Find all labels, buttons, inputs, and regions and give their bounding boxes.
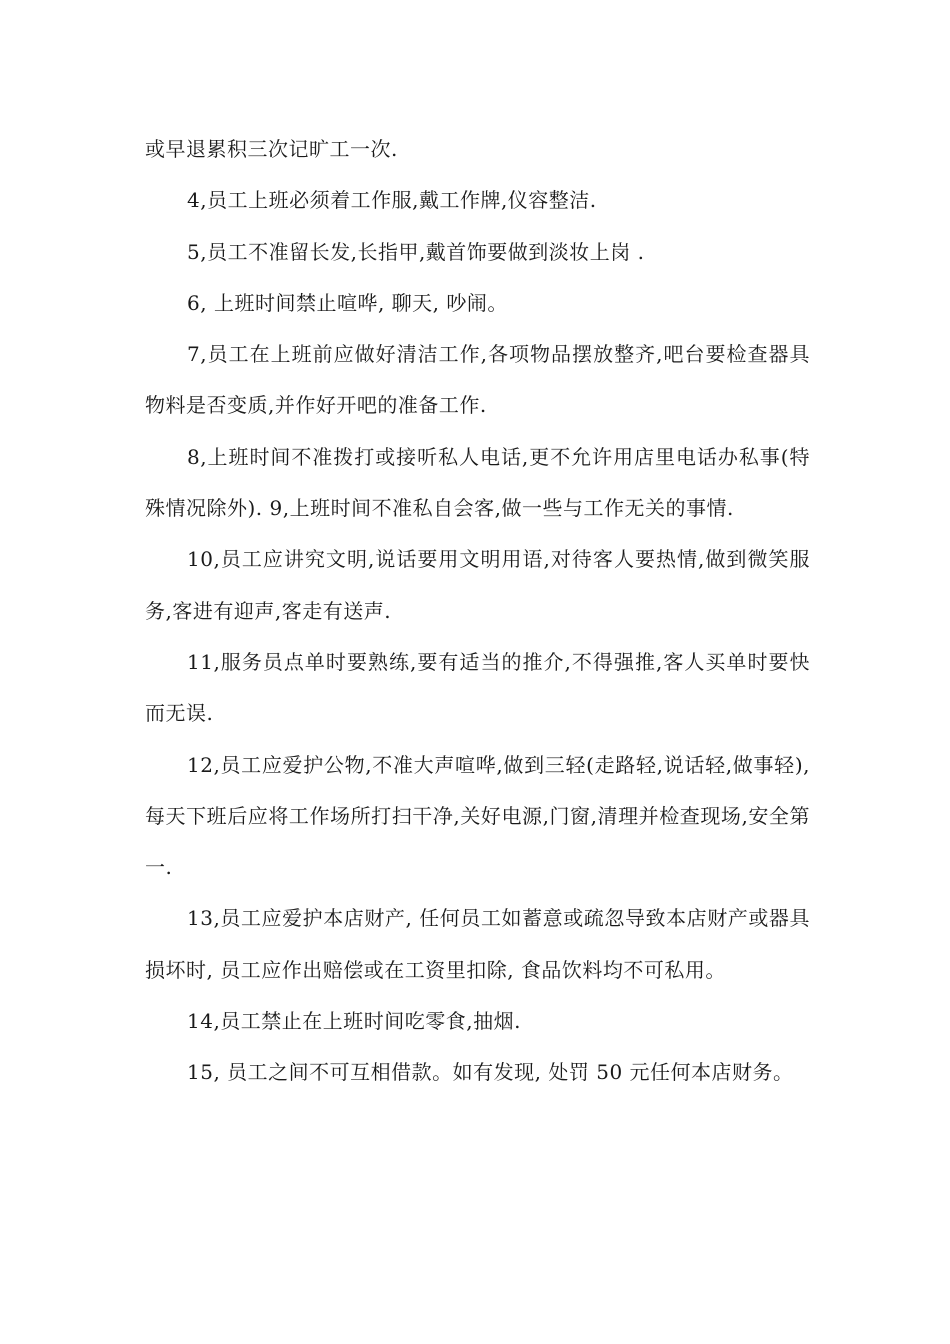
paragraph-rule-14: 14,员工禁止在上班时间吃零食,抽烟. (187, 1009, 522, 1034)
paragraph-rule-6: 6, 上班时间禁止喧哗, 聊天, 吵闹。 (187, 290, 508, 315)
paragraph-rule-15: 15, 员工之间不可互相借款。如有发现, 处罚 50 元任何本店财务。 (187, 1060, 794, 1085)
paragraph-rule-11: 11,服务员点单时要熟练,要有适当的推介,不得强推,客人买单时要快而无误. (145, 649, 810, 726)
paragraph-continuation: 或早退累积三次记旷工一次. (145, 137, 398, 161)
paragraph-rule-10: 10,员工应讲究文明,说话要用文明用语,对待客人要热情,做到微笑服务,客进有迎声,客走有送声. (145, 547, 810, 623)
paragraph-rule-7: 7,员工在上班前应做好清洁工作,各项物品摆放整齐,吧台要检查器具物料是否变质,并作好开吧的准备工作. (145, 342, 810, 418)
paragraph-rule-13: 13,员工应爱护本店财产, 任何员工如蓄意或疏忽导致本店财产或器具损坏时, 员工应作出赔偿或在工资里扣除, 食品饮料均不可私用。 (145, 906, 810, 982)
paragraph-rule-8-9: 8,上班时间不准拨打或接听私人电话,更不允许用店里电话办私事(特殊情况除外). 9,上班时间不准私自会客,做一些与工作无关的事情. (145, 444, 810, 521)
paragraph-rule-12: 12,员工应爱护公物,不准大声喧哗,做到三轻(走路轻,说话轻,做事轻),每天下班后应将工作场所打扫干净,关好电源,门窗,清理并检查现场,安全第一. (145, 752, 810, 880)
document-body (145, 124, 810, 1099)
paragraph-rule-4: 4,员工上班必须着工作服,戴工作牌,仪容整洁. (187, 188, 597, 213)
paragraph-rule-5: 5,员工不准留长发,长指甲,戴首饰要做到淡妆上岗 . (187, 239, 645, 264)
